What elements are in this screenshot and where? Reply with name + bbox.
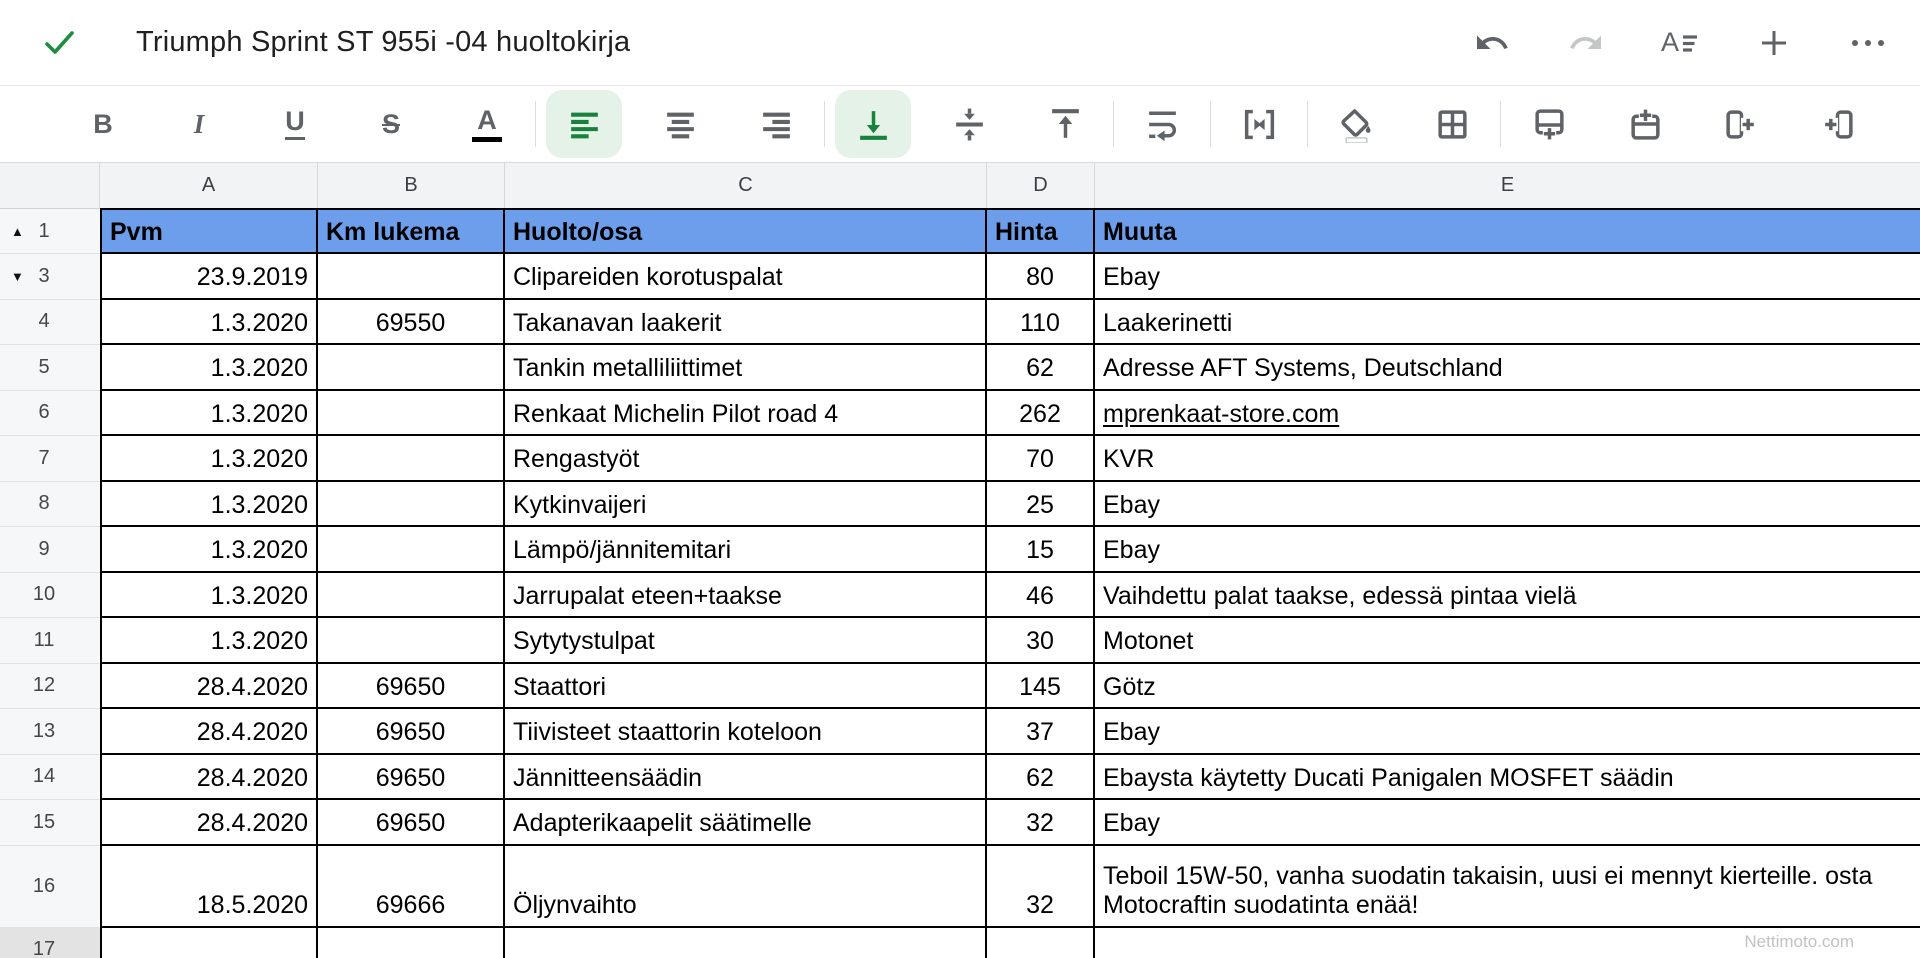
row-header-7[interactable] (0, 436, 100, 482)
column-header-E[interactable]: E (1500, 174, 1515, 196)
cell-text: 70 (1026, 445, 1054, 473)
borders-icon (1434, 106, 1471, 143)
cell-C7[interactable] (505, 436, 987, 482)
cell-B7[interactable] (318, 436, 505, 482)
cell-D4[interactable] (987, 300, 1095, 346)
cell-text: 46 (1026, 581, 1054, 610)
row-header-6[interactable] (0, 391, 100, 437)
redo-icon (1568, 25, 1604, 61)
align-right-icon (758, 106, 795, 143)
row-number: 14 (32, 765, 56, 788)
undo-button[interactable] (1470, 21, 1514, 65)
cell-A8[interactable] (100, 482, 318, 528)
merge-cells-icon (1241, 106, 1278, 143)
cell-text: 62 (1026, 354, 1054, 382)
column-header-B[interactable]: B (318, 163, 505, 208)
row-header-3[interactable] (0, 254, 100, 300)
cell-D17[interactable] (987, 928, 1095, 958)
row-number: 7 (38, 446, 50, 469)
cell-text: 28.4.2020 (196, 809, 308, 837)
cell-C11[interactable] (505, 618, 987, 664)
cell-B9[interactable] (318, 527, 505, 573)
cell-D10[interactable] (987, 573, 1095, 619)
cell-text: Öljynvaihto (513, 891, 637, 919)
cell-C8[interactable] (505, 482, 987, 528)
row-header-12[interactable] (0, 664, 100, 710)
cell-E16[interactable] (1095, 846, 1920, 928)
cell-E6[interactable] (1095, 391, 1920, 437)
cell-text: 145 (1019, 672, 1061, 701)
cell-text: 28.4.2020 (196, 763, 308, 792)
row-number: 11 (33, 628, 55, 651)
cell-C14[interactable] (505, 755, 987, 801)
row-header-1[interactable] (0, 208, 100, 254)
cell-A12[interactable] (100, 664, 318, 710)
row-number: 17 (32, 938, 56, 958)
cell-text: KVR (1103, 445, 1155, 473)
cell-A5[interactable] (100, 345, 318, 391)
row-header-13[interactable] (0, 709, 100, 755)
column-header-C[interactable]: C (505, 163, 987, 208)
cell-text: Kytkinvaijeri (513, 490, 647, 519)
document-title[interactable]: Triumph Sprint ST 955i -04 huoltokirja (136, 26, 631, 58)
row-number: 8 (38, 492, 50, 515)
cell-text: 1.3.2020 (210, 354, 308, 382)
align-center-button[interactable] (632, 89, 728, 159)
cell-text: 30 (1026, 627, 1054, 655)
cell-text: 32 (1026, 809, 1054, 837)
group-expand-icon[interactable]: ▼ (11, 268, 24, 284)
watermark: Nettimoto.com (1744, 932, 1854, 951)
insert-column-left-button[interactable] (1789, 89, 1885, 159)
cell-D5[interactable] (987, 345, 1095, 391)
cell-text: Ebay (1103, 263, 1160, 291)
cell-E13[interactable] (1095, 709, 1920, 755)
cell-B12[interactable] (318, 664, 505, 710)
cell-A9[interactable] (100, 527, 318, 573)
sheet-row-6 (0, 391, 1920, 437)
cell-C3[interactable] (505, 254, 987, 300)
wrap-text-icon (1144, 106, 1181, 143)
italic-icon: I (193, 108, 205, 139)
text-format-button[interactable] (1658, 21, 1702, 65)
cell-text: 110 (1020, 308, 1060, 337)
insert-row-above-icon (1627, 106, 1664, 143)
cell-D3[interactable] (987, 254, 1095, 300)
cell-text: Motonet (1103, 627, 1194, 655)
cell-text: Hinta (995, 217, 1058, 246)
cell-text: 1.3.2020 (210, 308, 308, 337)
bold-icon: B (93, 108, 113, 139)
cell-text: 1.3.2020 (210, 490, 308, 519)
sheet-row-4 (0, 300, 1920, 346)
cell-B13[interactable] (318, 709, 505, 755)
sheet-grid (0, 163, 1920, 958)
cell-B4[interactable] (318, 300, 505, 346)
italic-button[interactable] (151, 89, 247, 159)
cell-E15[interactable] (1095, 800, 1920, 846)
cell-D8[interactable] (987, 482, 1095, 528)
cell-text: 262 (1019, 399, 1061, 428)
row-number: 12 (32, 674, 56, 697)
cell-text: Tiivisteet staattorin koteloon (513, 718, 822, 746)
cell-E14[interactable] (1095, 755, 1920, 801)
cell-B5[interactable] (318, 345, 505, 391)
group-collapse-icon[interactable]: ▲ (11, 223, 24, 239)
sheet-row-1 (0, 208, 1920, 254)
insert-column-right-button[interactable] (1693, 89, 1789, 159)
cell-B15[interactable] (318, 800, 505, 846)
cell-A13[interactable] (100, 709, 318, 755)
insert-row-below-button[interactable] (1501, 89, 1597, 159)
cell-B14[interactable] (318, 755, 505, 801)
sheet-row-10 (0, 573, 1920, 619)
cell-text: Takanavan laakerit (513, 308, 722, 337)
cell-E12[interactable] (1095, 664, 1920, 710)
cell-B8[interactable] (318, 482, 505, 528)
top-bar (0, 0, 1920, 86)
row-number: 13 (32, 719, 56, 742)
valign-bottom-button[interactable] (825, 89, 921, 159)
cell-C4[interactable] (505, 300, 987, 346)
cell-text: 80 (1026, 263, 1054, 291)
align-center-icon (662, 106, 699, 143)
cell-text: 1.3.2020 (210, 581, 308, 610)
sheet-row-7 (0, 436, 1920, 482)
cell-text: Ebaysta käytetty Ducati Panigalen MOSFET säädin (1103, 763, 1674, 792)
valign-middle-button[interactable] (921, 89, 1017, 159)
cell-text: 1.3.2020 (210, 399, 308, 428)
insert-column-right-icon (1723, 106, 1760, 143)
cell-text: Jarrupalat eteen+taakse (513, 581, 782, 610)
cell-C17[interactable] (505, 928, 987, 958)
row-number: 10 (32, 583, 56, 606)
insert-row-above-button[interactable] (1597, 89, 1693, 159)
cell-text: Renkaat Michelin Pilot road 4 (513, 399, 839, 428)
cell-E4[interactable] (1095, 300, 1920, 346)
cell-D1[interactable] (987, 208, 1095, 254)
sheet-row-15 (0, 800, 1920, 846)
cell-C5[interactable] (505, 345, 987, 391)
cell-B11[interactable] (318, 618, 505, 664)
cell-A16[interactable] (100, 846, 318, 928)
cell-text: Lämpö/jännitemitari (513, 536, 732, 564)
sheet-row-11 (0, 618, 1920, 664)
sheet-row-8 (0, 482, 1920, 528)
strikethrough-button[interactable] (343, 89, 439, 159)
cell-B3[interactable] (318, 254, 505, 300)
sheet-row-12 (0, 664, 1920, 710)
cell-D15[interactable] (987, 800, 1095, 846)
strikethrough-icon: S (381, 108, 400, 139)
cell-text: Huolto/osa (513, 217, 643, 246)
align-left-button[interactable] (536, 89, 632, 159)
sheet-row-5 (0, 345, 1920, 391)
text-color-button[interactable] (439, 89, 535, 159)
wrap-text-button[interactable] (1114, 89, 1210, 159)
fill-color-icon (1338, 106, 1375, 143)
cell-A14[interactable] (100, 755, 318, 801)
insert-row-below-icon (1531, 106, 1568, 143)
cell-text: Ebay (1103, 809, 1160, 837)
sheet-row-13 (0, 709, 1920, 755)
fill-color-button[interactable] (1308, 89, 1404, 159)
cell-A3[interactable] (100, 254, 318, 300)
bold-button[interactable] (55, 89, 151, 159)
more-menu-button[interactable] (1846, 21, 1890, 65)
cell-text: Adapterikaapelit säätimelle (513, 809, 812, 837)
row-number: 9 (38, 537, 50, 560)
cell-text: Clipareiden korotuspalat (513, 263, 783, 291)
row-header-15[interactable] (0, 800, 100, 846)
cell-B16[interactable] (318, 846, 505, 928)
cell-D16[interactable] (987, 846, 1095, 928)
cell-B17[interactable] (318, 928, 505, 958)
row-header-5[interactable] (0, 345, 100, 391)
merge-cells-button[interactable] (1211, 89, 1307, 159)
cell-A15[interactable] (100, 800, 318, 846)
cell-text: Ebay (1103, 718, 1160, 746)
valign-bottom-icon (855, 106, 892, 143)
text-format-icon: A (1660, 27, 1679, 57)
row-header-9[interactable] (0, 527, 100, 573)
underline-button[interactable] (247, 89, 343, 159)
cell-text: 28.4.2020 (196, 672, 308, 701)
column-header-D[interactable]: D (987, 163, 1095, 208)
sheet-row-14 (0, 755, 1920, 801)
select-all-corner[interactable] (0, 163, 100, 208)
sheet-rows (0, 208, 1920, 958)
sheet-row-3 (0, 254, 1920, 300)
row-number: 16 (32, 874, 56, 897)
cell-C13[interactable] (505, 709, 987, 755)
cell-E11[interactable] (1095, 618, 1920, 664)
cell-text: Muuta (1103, 217, 1177, 246)
cell-text: 18.5.2020 (196, 891, 308, 919)
valign-middle-icon (951, 106, 988, 143)
cell-text: 37 (1026, 718, 1054, 746)
cell-D11[interactable] (987, 618, 1095, 664)
cell-text: Laakerinetti (1103, 308, 1233, 337)
overflow-menu-icon (1852, 40, 1884, 46)
redo-button[interactable] (1564, 21, 1608, 65)
row-number: 6 (38, 401, 50, 424)
column-header-row (0, 163, 1920, 208)
cell-C12[interactable] (505, 664, 987, 710)
cell-text: 69650 (375, 809, 446, 837)
row-number: 4 (38, 310, 50, 333)
row-header-8[interactable] (0, 482, 100, 528)
cell-C16[interactable] (505, 846, 987, 928)
cell-text: 69650 (375, 763, 446, 792)
cell-text: Götz (1103, 672, 1156, 701)
cell-text: mprenkaat-store.com (1103, 399, 1340, 428)
cell-text: 62 (1026, 763, 1054, 792)
insert-column-left-icon (1819, 106, 1856, 143)
plus-icon (1758, 27, 1790, 59)
cell-D12[interactable] (987, 664, 1095, 710)
row-header-10[interactable] (0, 573, 100, 619)
row-header-16[interactable] (0, 846, 100, 928)
cell-text: Ebay (1103, 536, 1160, 564)
row-number: 3 (38, 264, 50, 287)
cell-text: Rengastyöt (513, 445, 640, 473)
cell-D9[interactable] (987, 527, 1095, 573)
cell-text: 15 (1026, 536, 1054, 564)
done-button[interactable] (38, 22, 80, 64)
cell-text: 25 (1026, 490, 1054, 519)
cell-text: Ebay (1103, 490, 1160, 519)
cell-text: 69650 (375, 672, 446, 701)
sheet-row-17 (0, 928, 1920, 958)
cell-D6[interactable] (987, 391, 1095, 437)
cell-E1[interactable] (1095, 208, 1920, 254)
cell-text: Km lukema (326, 217, 460, 246)
cell-A4[interactable] (100, 300, 318, 346)
row-number: 15 (32, 810, 56, 833)
cell-A6[interactable] (100, 391, 318, 437)
insert-button[interactable] (1752, 21, 1796, 65)
cell-text: 69550 (375, 308, 446, 337)
sheet-row-9 (0, 527, 1920, 573)
row-header-17[interactable] (0, 928, 100, 958)
text-color-icon: A (472, 107, 502, 142)
cell-text: Pvm (110, 217, 163, 246)
cell-text: Teboil 15W-50, vanha suodatin takaisin, uusi ei mennyt kierteille. osta Motocraftin suodatinta enää! (1103, 861, 1873, 919)
cell-C9[interactable] (505, 527, 987, 573)
cell-text: Vaihdettu palat taakse, edessä pintaa vielä (1103, 581, 1577, 610)
cell-A17[interactable] (100, 928, 318, 958)
checkmark-icon (39, 23, 79, 63)
cell-text: Staattori (513, 672, 607, 701)
column-header-A[interactable]: A (100, 163, 318, 208)
row-header-4[interactable] (0, 300, 100, 346)
cell-A10[interactable] (100, 573, 318, 619)
cell-C1[interactable] (505, 208, 987, 254)
cell-C10[interactable] (505, 573, 987, 619)
align-right-button[interactable] (728, 89, 824, 159)
cell-text: 69650 (375, 718, 446, 746)
cell-A11[interactable] (100, 618, 318, 664)
cell-text: 23.9.2019 (196, 263, 308, 291)
cell-C15[interactable] (505, 800, 987, 846)
sheet-row-16 (0, 846, 1920, 928)
cell-text: Tankin metalliliittimet (513, 354, 743, 382)
cell-B6[interactable] (318, 391, 505, 437)
valign-top-icon (1047, 106, 1084, 143)
cell-text: 1.3.2020 (210, 627, 308, 655)
cell-text: Sytytystulpat (513, 627, 655, 655)
cell-B1[interactable] (318, 208, 505, 254)
undo-icon (1474, 25, 1510, 61)
format-toolbar (0, 86, 1920, 163)
cell-D7[interactable] (987, 436, 1095, 482)
row-number: 5 (38, 355, 50, 378)
cell-D14[interactable] (987, 755, 1095, 801)
cell-A1[interactable] (100, 208, 318, 254)
topbar-actions (1470, 21, 1890, 65)
cell-E8[interactable] (1095, 482, 1920, 528)
cell-text: 28.4.2020 (196, 718, 308, 746)
cell-C6[interactable] (505, 391, 987, 437)
cell-A7[interactable] (100, 436, 318, 482)
row-header-14[interactable] (0, 755, 100, 801)
row-number: 1 (38, 219, 50, 242)
cell-E10[interactable] (1095, 573, 1920, 619)
cell-text: 32 (1026, 891, 1054, 919)
cell-D13[interactable] (987, 709, 1095, 755)
cell-text: Jännitteensäädin (513, 763, 703, 792)
valign-top-button[interactable] (1017, 89, 1113, 159)
cell-E3[interactable] (1095, 254, 1920, 300)
cell-text: Adresse AFT Systems, Deutschland (1103, 354, 1503, 382)
cell-E9[interactable] (1095, 527, 1920, 573)
align-left-icon (566, 106, 603, 143)
cell-B10[interactable] (318, 573, 505, 619)
cell-E5[interactable] (1095, 345, 1920, 391)
row-header-11[interactable] (0, 618, 100, 664)
borders-button[interactable] (1404, 89, 1500, 159)
cell-text: 1.3.2020 (210, 445, 308, 473)
underline-icon: U (285, 108, 305, 140)
cell-E7[interactable] (1095, 436, 1920, 482)
cell-text: 69666 (375, 891, 446, 919)
cell-text: 1.3.2020 (210, 536, 308, 564)
